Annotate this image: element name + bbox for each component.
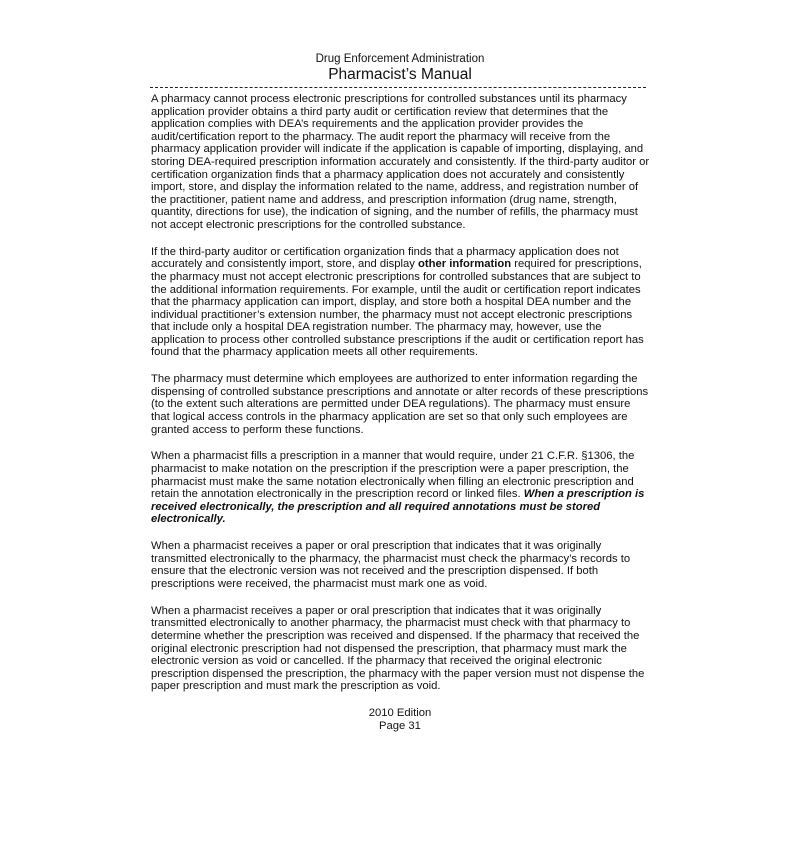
header-divider (150, 87, 646, 88)
paragraph-1: A pharmacy cannot process electronic prescriptions for controlled substances until its pharmacy application provider obtains a third party audit or certification review that determines that the application complies with DEA’s requirements and the application provider provides the audit/certification report to the pharmacy. The audit report the pharmacy will receive from the pharmacy application provider will indicate if the application is capable of importing, displaying, and storing DEA-required prescription information accurately and consistently. If the third-party auditor or certification organization finds that a pharmacy application does not accurately and consistently import, store, and display the information related to the name, address, and registration number of the practitioner, patient name and address, and prescription information (drug name, strength, quantity, directions for use), the indication of signing, and the number of refills, the pharmacy must not accept electronic prescriptions for the controlled substance. (151, 93, 650, 231)
page-footer (150, 707, 650, 732)
paragraph-2-text-after: required for prescriptions, the pharmacy must not accept electronic prescriptions for controlled substances that are subject to the additional information requirements. For example, until the audit or certification report indicates that the pharmacy application can import, display, and store both a hospital DEA number and the individual practitioner’s extension number, the pharmacy must not accept electronic prescriptions that include only a hospital DEA registration number. The pharmacy may, however, use the application to process other controlled substance prescriptions if the audit or certification report has found that the pharmacy application meets all other requirements. (151, 258, 644, 359)
agency-name: Drug Enforcement Administration (315, 53, 485, 65)
paragraph-5: When a pharmacist receives a paper or oral prescription that indicates that it was originally transmitted electronically to the pharmacy, the pharmacist must check the pharmacy’s records to ensure that the electronic version was not received and the prescription dispensed. If both prescriptions were received, the pharmacist must mark one as void. (151, 540, 631, 590)
paragraph-4 (151, 450, 651, 526)
page-title: Pharmacist’s Manual (328, 66, 472, 83)
paragraph-2-text-before: If the third-party auditor or certification organization finds that a pharmacy application does not accurately and consistently import, store, and display (151, 245, 619, 271)
page-header (150, 52, 650, 83)
page-number: Page 31 (379, 719, 421, 732)
paragraph-2-emphasis: other information (418, 258, 512, 271)
paragraph-2 (151, 246, 651, 359)
paragraph-3: The pharmacy must determine which employees are authorized to enter information regarding the dispensing of controlled substance prescriptions and annotate or alter records of these prescriptions (to the extent such alterations are permitted under DEA regulations). The pharmacy must ensure that logical access controls in the pharmacy application are set so that only such employees are granted access to perform these functions. (151, 373, 649, 436)
paragraph-6: When a pharmacist receives a paper or oral prescription that indicates that it was originally transmitted electronically to another pharmacy, the pharmacist must check with that pharmacy to determine whether the prescription was received and dispensed. If the pharmacy that received the original electronic prescription had not dispensed the prescription, that pharmacy must mark the electronic version as void or cancelled. If the pharmacy that received the original electronic prescription dispensed the prescription, the pharmacy with the paper version must not dispense the paper prescription and must mark the prescription as void. (151, 604, 645, 693)
document-body (151, 93, 651, 707)
edition-label: 2010 Edition (368, 707, 432, 719)
paragraph-4-emphasis: When a prescription is received electronically, the prescription and all required annotations must be stored electronically. (151, 488, 645, 526)
paragraph-4-text-before: When a pharmacist fills a prescription in a manner that would require, under 21 C.F.R. §1306, the pharmacist to make notation on the prescription if the prescription were a paper prescription, the pharmacist must make the same notation electronically when filling an electronic prescription and retain the annotation electronically in the prescription record or linked files. (151, 450, 635, 501)
